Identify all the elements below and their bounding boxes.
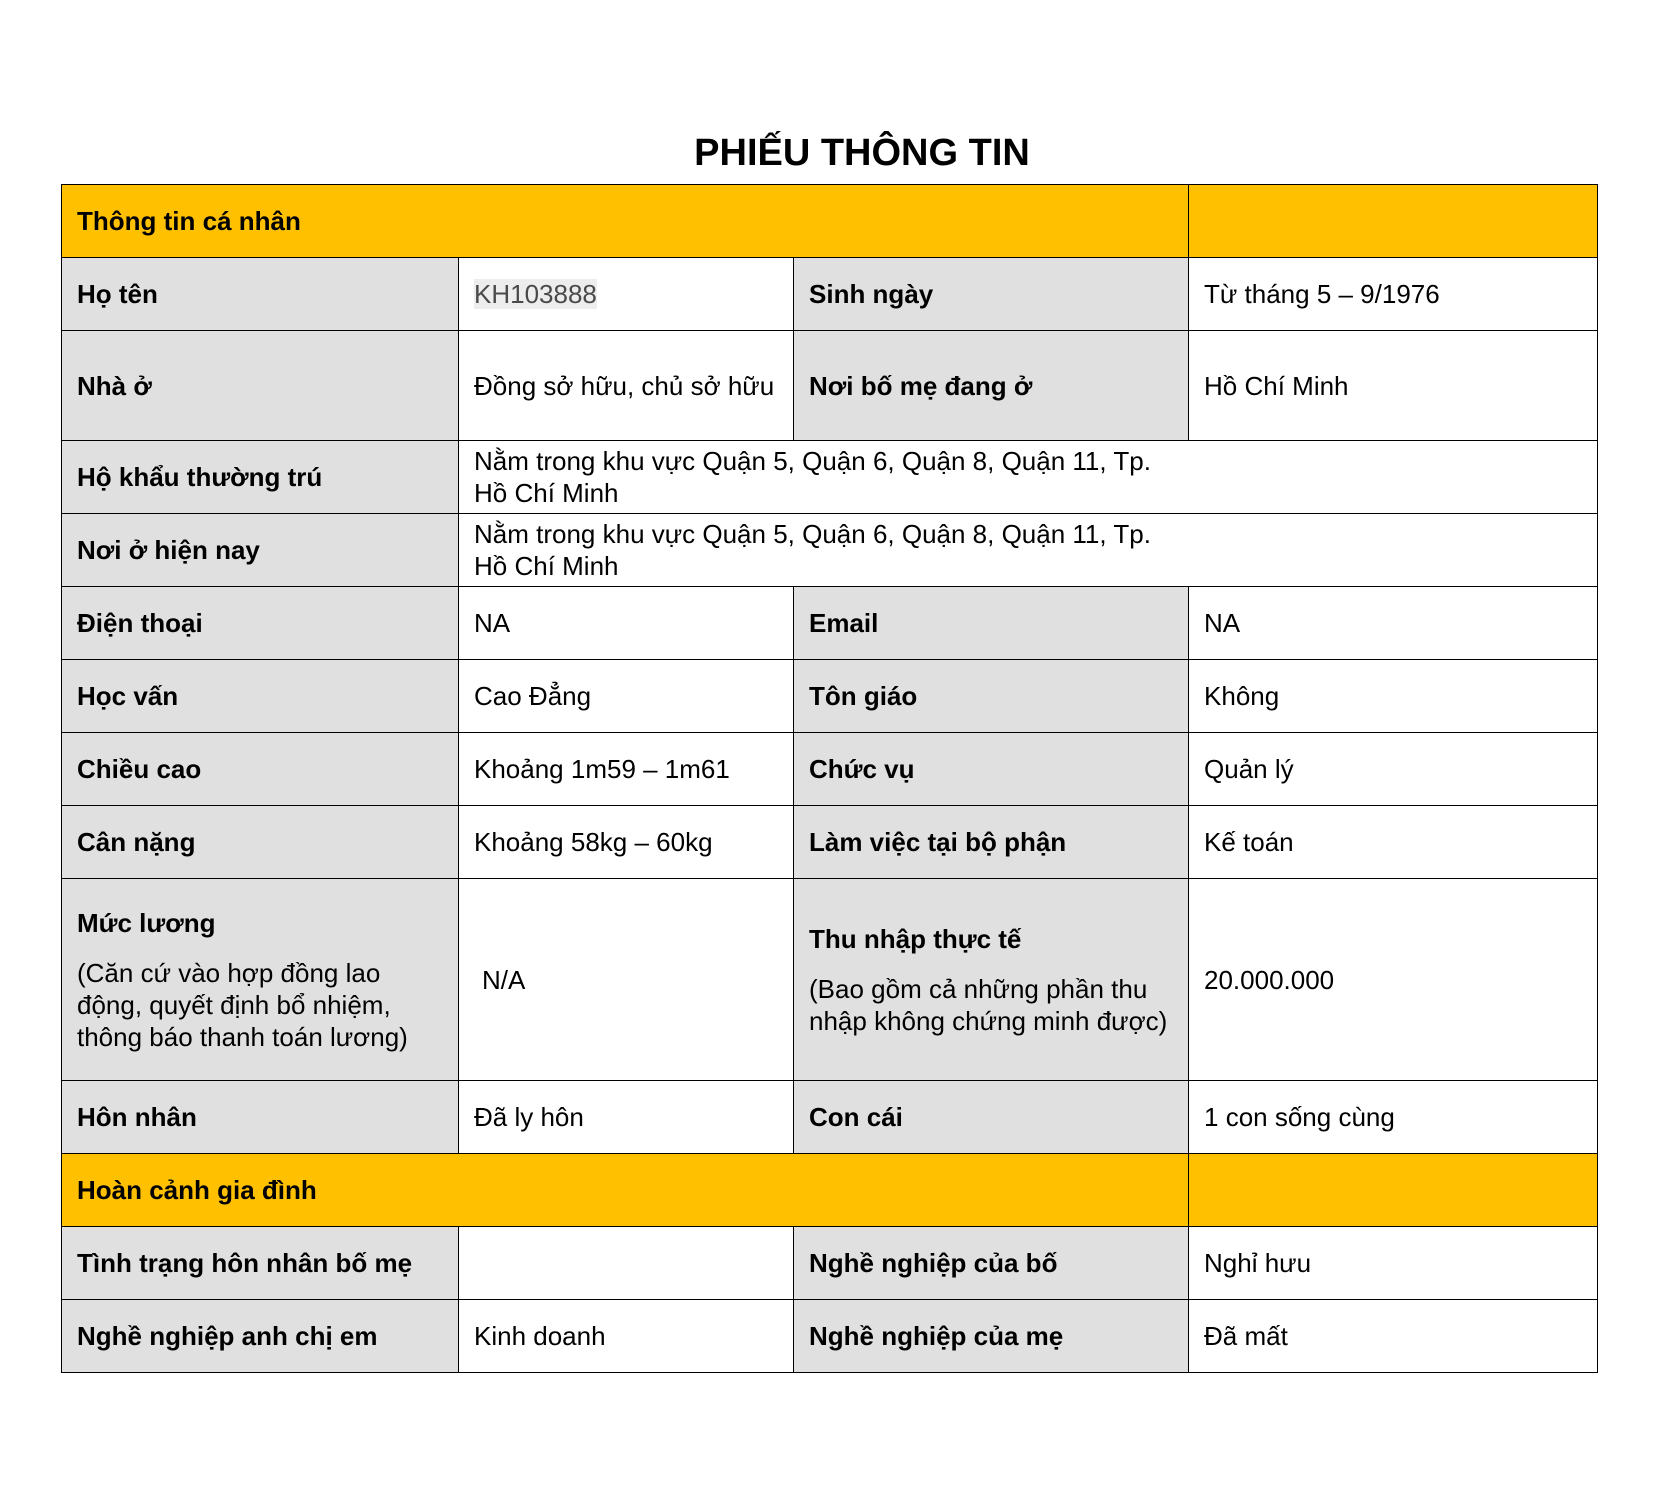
- table-row: [62, 1300, 1598, 1373]
- noi-bo-me-label: Nơi bố mẹ đang ở: [794, 331, 1189, 441]
- table-row: [62, 733, 1598, 806]
- ton-giao-value: Không: [1189, 660, 1598, 733]
- muc-luong-value-cell: [459, 879, 794, 1081]
- chuc-vu-value: Quản lý: [1189, 733, 1598, 806]
- muc-luong-label-cell: [62, 879, 459, 1081]
- ton-giao-label: Tôn giáo: [794, 660, 1189, 733]
- thu-nhap-label: Thu nhập thực tế: [809, 923, 1022, 954]
- table-row: [62, 660, 1598, 733]
- hon-nhan-label: Hôn nhân: [62, 1081, 459, 1154]
- nghe-anh-chi-em-label: Nghề nghiệp anh chị em: [62, 1300, 459, 1373]
- section-heading-family: Hoàn cảnh gia đình: [62, 1154, 1189, 1227]
- nha-o-value: Đồng sở hữu, chủ sở hữu: [459, 331, 794, 441]
- section-row-personal: [62, 185, 1598, 258]
- dien-thoai-value: NA: [459, 587, 794, 660]
- nghe-bo-value: Nghỉ hưu: [1189, 1227, 1598, 1300]
- customer-id: KH103888: [474, 279, 597, 309]
- muc-luong-value: N/A: [482, 964, 526, 995]
- table-row: [62, 258, 1598, 331]
- table-row: [62, 441, 1598, 514]
- muc-luong-label: Mức lương: [77, 907, 216, 938]
- noi-o-value: [459, 514, 1598, 587]
- noi-o-text: Nằm trong khu vực Quận 5, Quận 6, Quận 8, Quận 11, Tp. Hồ Chí Minh: [474, 519, 1151, 581]
- section-row-family: [62, 1154, 1598, 1227]
- hoc-van-label: Học vấn: [62, 660, 459, 733]
- nghe-bo-label: Nghề nghiệp của bố: [794, 1227, 1189, 1300]
- con-cai-label: Con cái: [794, 1081, 1189, 1154]
- muc-luong-note: (Căn cứ vào hợp đồng lao động, quyết định bổ nhiệm, thông báo thanh toán lương): [77, 957, 408, 1052]
- table-row: [62, 1227, 1598, 1300]
- table-row: [62, 1081, 1598, 1154]
- thu-nhap-value: 20.000.000: [1189, 879, 1598, 1081]
- thu-nhap-note: (Bao gồm cả những phần thu nhập không chứng minh được): [809, 973, 1168, 1036]
- chieu-cao-value: Khoảng 1m59 – 1m61: [459, 733, 794, 806]
- hon-nhan-value: Đã ly hôn: [459, 1081, 794, 1154]
- nha-o-label: Nhà ở: [62, 331, 459, 441]
- email-label: Email: [794, 587, 1189, 660]
- ho-khau-value: [459, 441, 1598, 514]
- section-heading-filler: [1189, 185, 1598, 258]
- noi-o-label: Nơi ở hiện nay: [62, 514, 459, 587]
- chieu-cao-label: Chiều cao: [62, 733, 459, 806]
- con-cai-value: 1 con sống cùng: [1189, 1081, 1598, 1154]
- can-nang-value: Khoảng 58kg – 60kg: [459, 806, 794, 879]
- tinh-trang-value: [459, 1227, 794, 1300]
- section-heading-filler: [1189, 1154, 1598, 1227]
- table-row: [62, 331, 1598, 441]
- ho-ten-value: [459, 258, 794, 331]
- bo-phan-label: Làm việc tại bộ phận: [794, 806, 1189, 879]
- thu-nhap-label-cell: [794, 879, 1189, 1081]
- nghe-anh-chi-em-value: Kinh doanh: [459, 1300, 794, 1373]
- document-title: PHIẾU THÔNG TIN: [694, 132, 1030, 174]
- hoc-van-value: Cao Đẳng: [459, 660, 794, 733]
- section-heading-personal: Thông tin cá nhân: [62, 185, 1189, 258]
- tinh-trang-label: Tình trạng hôn nhân bố mẹ: [62, 1227, 459, 1300]
- sinh-ngay-label: Sinh ngày: [794, 258, 1189, 331]
- table-row: [62, 806, 1598, 879]
- table-row: [62, 514, 1598, 587]
- info-table: [61, 184, 1598, 1373]
- nghe-me-value: Đã mất: [1189, 1300, 1598, 1373]
- chuc-vu-label: Chức vụ: [794, 733, 1189, 806]
- noi-bo-me-value: Hồ Chí Minh: [1189, 331, 1598, 441]
- ho-ten-label: Họ tên: [62, 258, 459, 331]
- bo-phan-value: Kế toán: [1189, 806, 1598, 879]
- sinh-ngay-value: Từ tháng 5 – 9/1976: [1189, 258, 1598, 331]
- email-value: NA: [1189, 587, 1598, 660]
- ho-khau-label: Hộ khẩu thường trú: [62, 441, 459, 514]
- table-row: [62, 879, 1598, 1081]
- can-nang-label: Cân nặng: [62, 806, 459, 879]
- table-row: [62, 587, 1598, 660]
- dien-thoai-label: Điện thoại: [62, 587, 459, 660]
- nghe-me-label: Nghề nghiệp của mẹ: [794, 1300, 1189, 1373]
- ho-khau-text: Nằm trong khu vực Quận 5, Quận 6, Quận 8, Quận 11, Tp. Hồ Chí Minh: [474, 446, 1151, 508]
